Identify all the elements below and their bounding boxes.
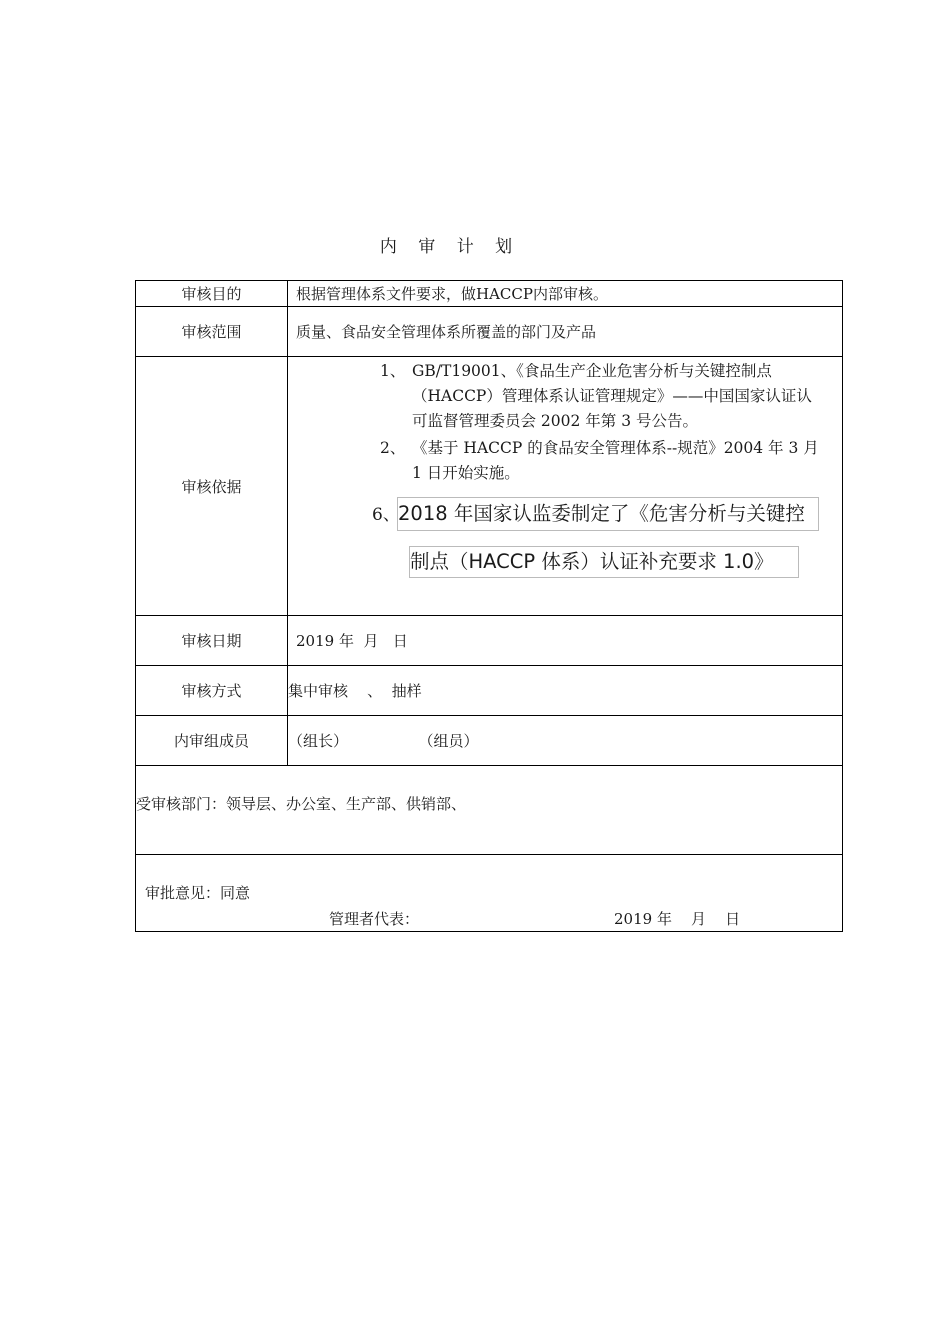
purpose-value: 根据管理体系文件要求，做HACCP内部审核。 — [288, 281, 843, 307]
team-member: （组员） — [426, 732, 479, 750]
method-value: 集中审核 、 抽样 — [288, 666, 843, 716]
team-label: 内审组成员 — [136, 716, 288, 766]
row-method — [136, 666, 843, 716]
row-approval — [136, 855, 843, 932]
row-scope — [136, 307, 843, 357]
date-value: 2019 年 月 日 — [288, 616, 843, 666]
scope-label: 审核范围 — [136, 307, 288, 357]
basis-item-1-text: GB/T19001、《食品生产企业危害分析与关键控制点（HACCP）管理体系认证管理规定》——中国国家认证认可监督管理委员会 2002 年第 3 号公告。 — [412, 362, 812, 430]
purpose-label: 审核目的 — [136, 281, 288, 307]
row-purpose — [136, 281, 843, 307]
team-value — [288, 716, 843, 766]
document-title: 内 审 计 划 — [379, 237, 521, 257]
basis-label: 审核依据 — [136, 357, 288, 616]
audit-plan-table — [135, 280, 843, 932]
row-team — [136, 716, 843, 766]
scope-value: 质量、食品安全管理体系所覆盖的部门及产品 — [288, 307, 843, 357]
basis-item-1-number: 1、 — [380, 362, 406, 380]
method-label: 审核方式 — [136, 666, 288, 716]
basis-item-3-line1: 2018 年国家认监委制定了《危害分析与关键控 — [397, 497, 819, 531]
management-representative: 管理者代表： — [329, 910, 420, 928]
audited-departments-cell — [136, 766, 843, 855]
basis-item-2-number: 2、 — [380, 439, 406, 457]
basis-item-3-number: 6、 — [372, 505, 400, 525]
basis-item-3-line2: 制点（HACCP 体系）认证补充要求 1.0》 — [409, 546, 799, 578]
approval-cell — [136, 855, 843, 932]
team-leader: （组长） — [288, 732, 349, 750]
row-date — [136, 616, 843, 666]
basis-item-2-text: 《基于 HACCP 的食品安全管理体系--规范》2004 年 3 月 1 日开始实施。 — [412, 439, 819, 482]
approval-date: 2019 年 月 日 — [614, 910, 741, 928]
date-label: 审核日期 — [136, 616, 288, 666]
row-basis — [136, 357, 843, 616]
row-audited-departments — [136, 766, 843, 855]
approval-opinion: 审批意见：同意 — [145, 884, 251, 902]
basis-item-2 — [380, 436, 825, 486]
audited-departments-text: 受审核部门：领导层、办公室、生产部、供销部、 — [136, 795, 467, 813]
basis-cell — [288, 357, 843, 616]
basis-item-1 — [380, 359, 825, 434]
